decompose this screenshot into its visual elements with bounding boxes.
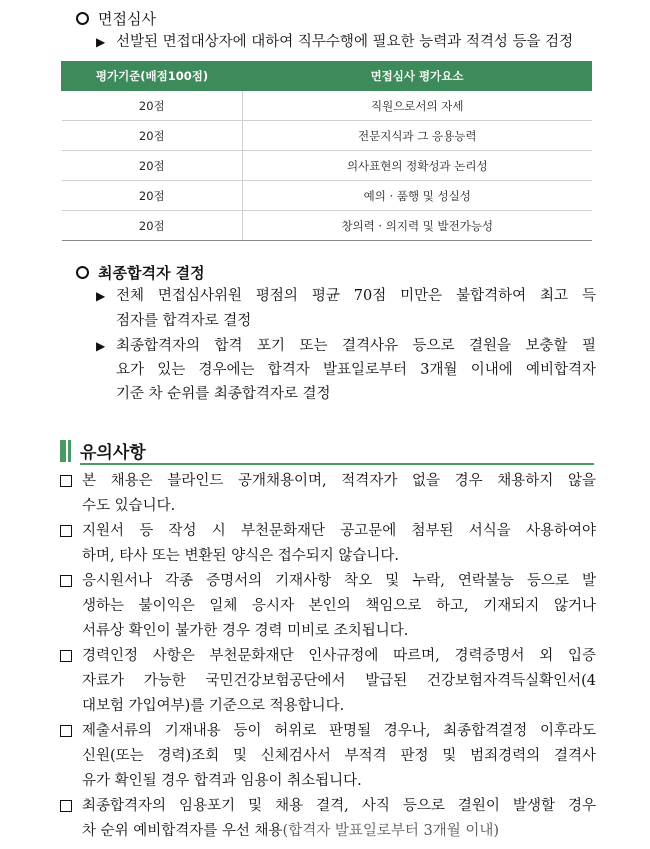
interview-desc [96,30,596,54]
checkbox-square-icon [60,525,72,537]
table-row [62,211,592,241]
final-heading [76,262,205,283]
section-marker-bar-thin [68,440,71,462]
table-header-row [62,62,592,91]
table-cell-score: 20점 [62,151,243,181]
interview-desc-text: 선발된 면접대상자에 대하여 직무수행에 필요한 능력과 적격성 등을 검정 [116,34,574,50]
table-header-item: 면접심사 평가요소 [243,62,592,91]
table-cell-score: 20점 [62,121,243,151]
caution-item-line: 하며, 타사 또는 변환된 양식은 접수되지 않습니다. [82,548,400,564]
table-cell-score: 20점 [62,91,243,121]
caution-item-line: 신원(또는 경력)조회 및 신체검사서 부적격 판정 및 범죄경력의 결격사 [82,748,596,764]
caution-item-line: 서류상 확인이 불가한 경우 경력 미비로 조치됩니다. [82,623,409,639]
caution-title: 유의사항 [80,443,146,463]
caution-item [60,569,596,644]
checkbox-square-icon [60,475,72,487]
caution-item-line: 제출서류의 기재내용 등이 허위로 판명될 경우나, 최종합격결정 이후라도 [82,723,596,739]
caution-item-line: 응시원서나 각종 증명서의 기재사항 착오 및 누락, 연락불능 등으로 발 [82,573,596,589]
table-row [62,181,592,211]
table-cell-item: 직원으로서의 자세 [243,91,592,121]
final-bullet-2-line-3: 기준 차 순위를 최종합격자로 결정 [116,386,331,402]
section-marker-bar [60,440,66,462]
caution-item-line: 본 채용은 블라인드 공개채용이며, 적격자가 없을 경우 채용하지 않을 [82,473,596,489]
checkbox-square-icon [60,650,72,662]
table-cell-score: 20점 [62,211,243,241]
circle-bullet-icon [76,12,89,25]
table-cell-item: 창의력 · 의지력 및 발전가능성 [243,211,592,241]
checkbox-square-icon [60,725,72,737]
final-bullet-1-line-2: 점자를 합격자로 결정 [116,313,252,329]
interview-heading [76,8,156,29]
caution-item-note: (합격자 발표일로부터 3개월 이내) [282,823,499,839]
circle-bullet-icon [76,266,89,279]
checkbox-square-icon [60,575,72,587]
interview-table [61,61,592,241]
caution-item-line: 지원서 등 작성 시 부천문화재단 공고문에 첨부된 서식을 사용하여야 [82,523,596,539]
final-bullet-2 [96,334,596,358]
triangle-bullet-icon: ▶ [96,35,106,49]
triangle-bullet-icon: ▶ [96,289,106,303]
caution-item-line: 최종합격자의 임용포기 및 채용 결격, 사직 등으로 결원이 발생할 경우 [82,798,596,814]
final-bullet-1-line-1: 전체 면접심사위원 평점의 평균 70점 미만은 불합격하여 최고 득 [116,288,596,304]
final-bullet-2-line-1: 최종합격자의 합격 포기 또는 결격사유 등으로 결원을 보충할 필 [116,338,596,354]
caution-item-last-line [82,819,596,844]
caution-item [60,644,596,719]
final-bullet-1 [96,284,596,308]
caution-item [60,469,596,519]
table-cell-item: 예의 · 품행 및 성실성 [243,181,592,211]
caution-item-line: 생하는 불이익은 일체 응시자 본인의 책임으로 하고, 기재되지 않거나 [82,598,596,614]
caution-item-line: 유가 확인될 경우 합격과 임용이 취소됩니다. [82,773,362,789]
caution-item-line: 차 순위 예비합격자를 우선 채용 [82,823,283,839]
caution-underline [80,463,594,465]
caution-item [60,719,596,794]
caution-item-line: 수도 있습니다. [82,498,176,514]
table-cell-score: 20점 [62,181,243,211]
final-heading-text: 최종합격자 결정 [98,264,205,282]
table-cell-item: 전문지식과 그 응용능력 [243,121,592,151]
caution-item-line: 대보험 가입여부)를 기준으로 적용합니다. [82,698,345,714]
table-row [62,91,592,121]
table-row [62,151,592,181]
final-bullet-2-line-2: 요가 있는 경우에는 합격자 발표일로부터 3개월 이내에 예비합격자 [116,362,596,378]
checkbox-square-icon [60,800,72,812]
caution-item [60,519,596,569]
triangle-bullet-icon: ▶ [96,339,106,353]
caution-item [60,794,596,844]
caution-item-line: 자료가 가능한 국민건강보험공단에서 발급된 건강보험자격득실확인서(4 [82,673,596,689]
caution-item-line: 경력인정 사항은 부천문화재단 인사규정에 따르며, 경력증명서 외 입증 [82,648,596,664]
table-cell-item: 의사표현의 정확성과 논리성 [243,151,592,181]
final-bullet-2-cont [116,358,596,382]
table-header-score: 평가기준(배점100점) [62,62,243,91]
table-row [62,121,592,151]
interview-heading-text: 면접심사 [98,10,156,28]
